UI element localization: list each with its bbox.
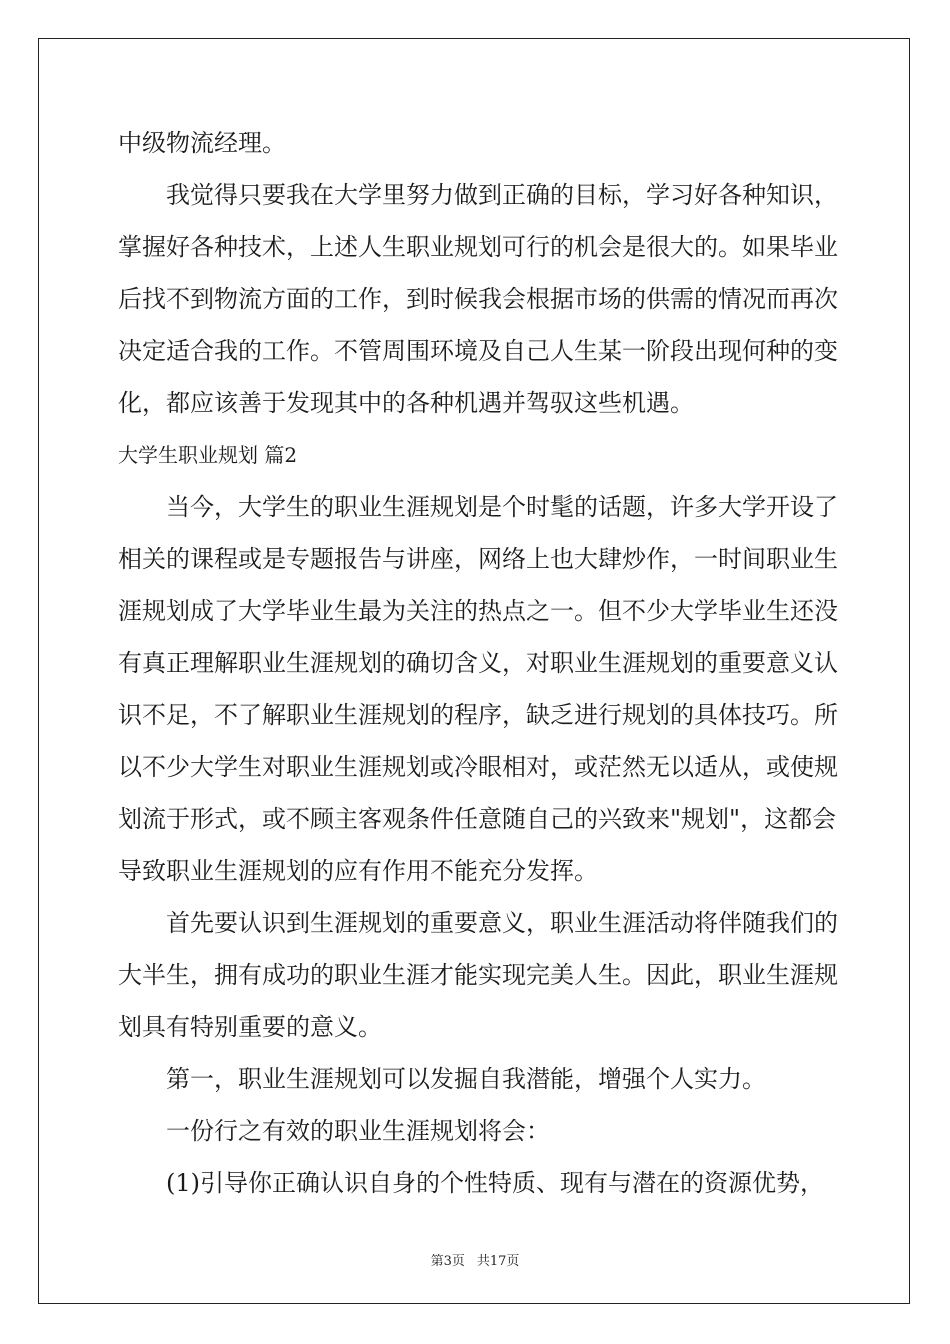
text-line: 我觉得只要我在大学里努力做到正确的目标，学习好各种知识， [118, 181, 838, 209]
text-line: 一份行之有效的职业生涯规划将会： [118, 1117, 550, 1145]
text-line: 第一，职业生涯规划可以发掘自我潜能，增强个人实力。 [118, 1065, 766, 1093]
page-total: 共17页 [476, 1254, 520, 1269]
text-line: 相关的课程或是专题报告与讲座，网络上也大肆炒作，一时间职业生 [118, 545, 838, 573]
text-line: 识不足，不了解职业生涯规划的程序，缺乏进行规划的具体技巧。所 [118, 701, 838, 729]
text-line: 首先要认识到生涯规划的重要意义，职业生涯活动将伴随我们的 [118, 909, 838, 937]
text-line: (1)引导你正确认识自身的个性特质、现有与潜在的资源优势， [118, 1169, 824, 1197]
text-line: 大半生，拥有成功的职业生涯才能实现完美人生。因此，职业生涯规 [118, 961, 838, 989]
text-line: 中级物流经理。 [118, 129, 286, 157]
text-line: 后找不到物流方面的工作，到时候我会根据市场的供需的情况而再次 [118, 285, 838, 313]
section-heading: 大学生职业规划 篇2 [118, 443, 298, 467]
text-line: 决定适合我的工作。不管周围环境及自己人生某一阶段出现何种的变 [118, 337, 838, 365]
text-line: 有真正理解职业生涯规划的确切含义，对职业生涯规划的重要意义认 [118, 649, 838, 677]
page-number: 第3页 [430, 1254, 465, 1269]
text-line: 以不少大学生对职业生涯规划或冷眼相对，或茫然无以适从，或使规 [118, 753, 838, 781]
page-footer [0, 1250, 950, 1269]
text-line: 导致职业生涯规划的应有作用不能充分发挥。 [118, 857, 598, 885]
text-line: 掌握好各种技术，上述人生职业规划可行的机会是很大的。如果毕业 [118, 233, 838, 261]
text-line: 化，都应该善于发现其中的各种机遇并驾驭这些机遇。 [118, 389, 694, 417]
text-line: 涯规划成了大学毕业生最为关注的热点之一。但不少大学毕业生还没 [118, 597, 838, 625]
text-line: 当今，大学生的职业生涯规划是个时髦的话题，许多大学开设了 [118, 493, 838, 521]
text-line: 划流于形式，或不顾主客观条件任意随自己的兴致来"规划"，这都会 [118, 805, 837, 833]
text-line: 划具有特别重要的意义。 [118, 1013, 382, 1041]
